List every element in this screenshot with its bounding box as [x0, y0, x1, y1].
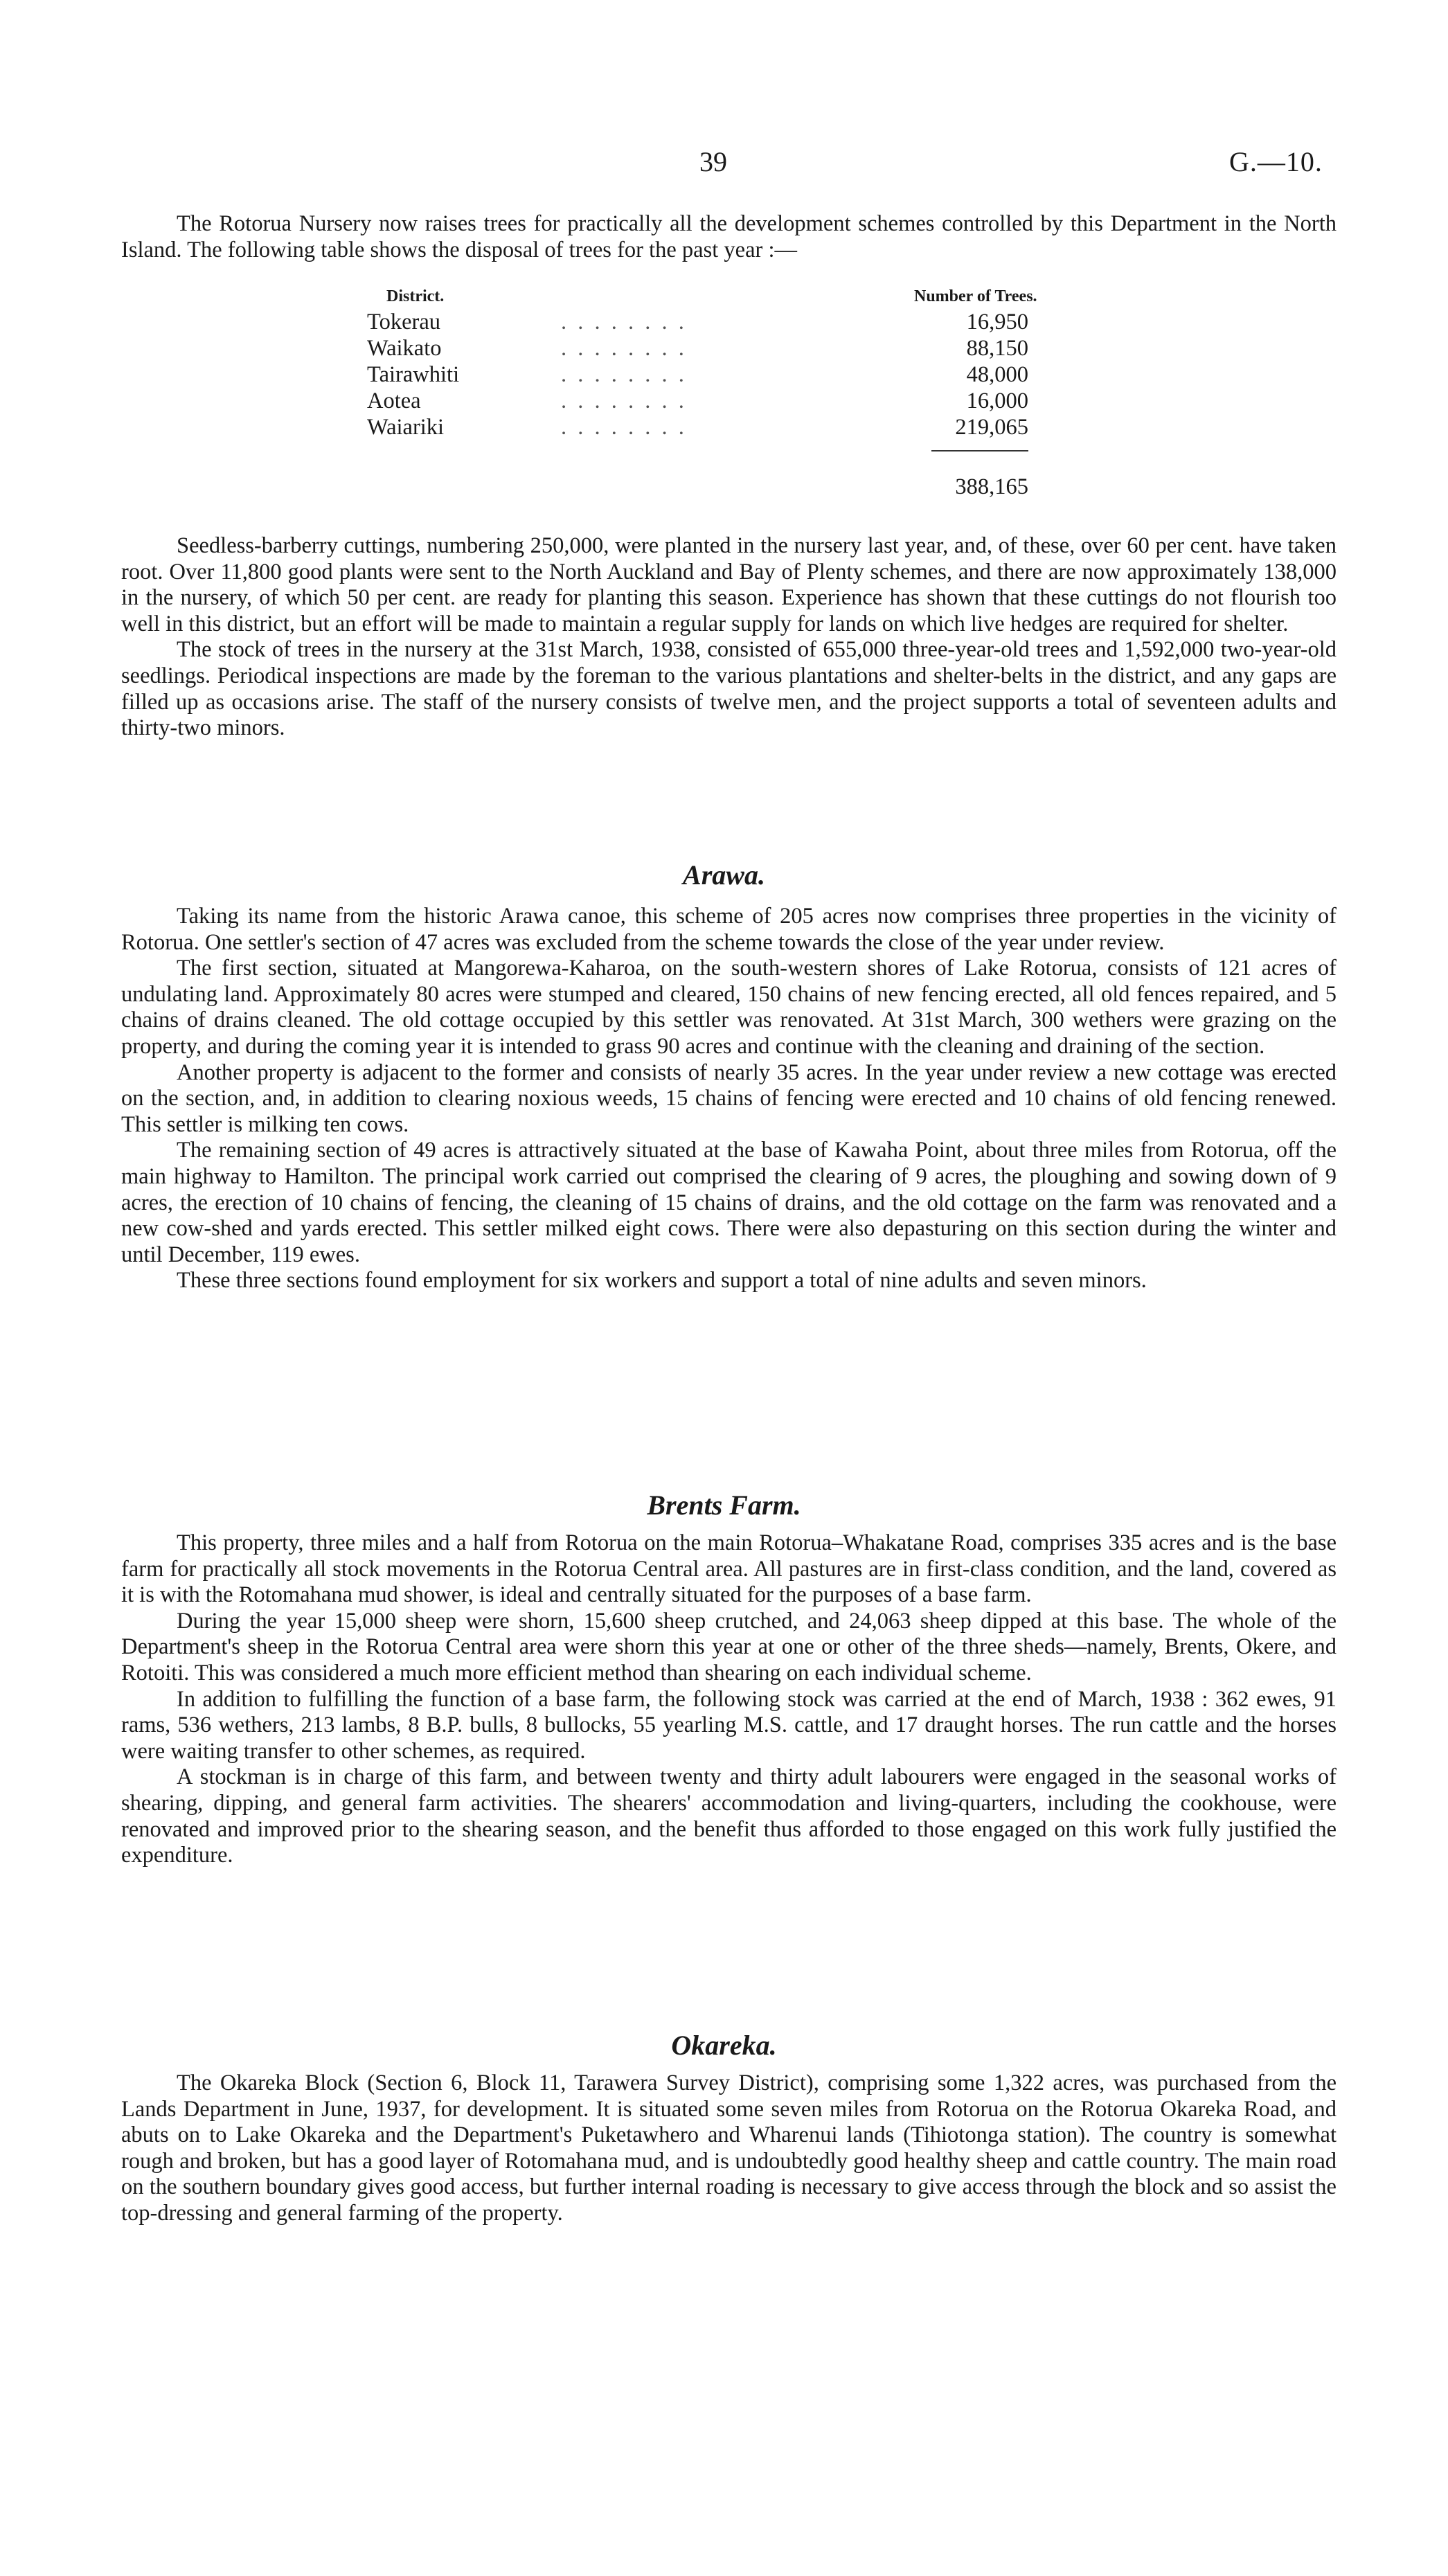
arawa-text-block [121, 904, 1337, 1294]
tree-count: 16,000 [966, 388, 1028, 413]
brents-farm-paragraph: In addition to fulfilling the function of a base farm, the following stock was carried at the end of March, 1938 : 362 ewes, 91 rams, 536 wethers, 213 lambs, 8 B.P. bulls, 8 bullocks, 55 yearling M.S. cattle, and 17 draught horses. The run cattle and the horses were waiting transfer to other schemes, as required. [121, 1686, 1337, 1764]
table-row [367, 388, 1129, 415]
arawa-paragraph: Another property is adjacent to the former and consists of nearly 35 acres. In the year under review a new cottage was erected on the section, and, in addition to clearing noxious weeds, 15 chains of fencing were erected and 10 chains of old fencing renewed. This settler is milking ten cows. [121, 1059, 1337, 1137]
okareka-paragraph: The Okareka Block (Section 6, Block 11, Tarawera Survey District), comprising some 1,322 acres, was purchased from the Lands Department in June, 1937, for development. It is situated some seven miles from Rotorua on the Rotorua Okareka Road, and abuts on to Lake Okareka and the Department's Puketawhero and Wharenui lands (Tihiotonga station). The country is somewhat rough and broken, but has a good layer of Rotomahana mud, and is undoubtedly good healthy sheep and cattle country. The main road on the southern boundary gives good access, but further internal roading is necessary to give access through the block and so assist the top-dressing and general farming of the property. [121, 2070, 1337, 2226]
district-name: Waikato [367, 336, 442, 361]
leader-dots: . . . . . . . . [561, 362, 687, 387]
leader-dots: . . . . . . . . [561, 388, 687, 413]
okareka-text-block [121, 2070, 1337, 2227]
district-name: Aotea [367, 388, 421, 413]
tree-count: 16,950 [966, 310, 1028, 334]
intro-text-block [121, 211, 1337, 263]
arawa-paragraph: Taking its name from the historic Arawa canoe, this scheme of 205 acres now comprises three properties in the vicinity of Rotorua. One settler's section of 47 acres was excluded from the scheme towards the close of the year under review. [121, 904, 1337, 955]
table-row [367, 336, 1129, 362]
nursery-paragraph: Seedless-barberry cuttings, numbering 250,000, were planted in the nursery last year, and, of these, over 60 per cent. have taken root. Over 11,800 good plants were sent to the North Auckland and Bay of Plenty schemes, and there are now approximately 138,000 in the nursery, of which 50 per cent. are ready for planting this season. Experience has shown that these cuttings do not flourish too well in this district, but an effort will be made to maintain a regular supply for lands on which live hedges are required for shelter. [121, 533, 1337, 636]
section-heading-brents-farm: Brents Farm. [647, 1490, 801, 1521]
table-row [367, 362, 1129, 388]
arawa-paragraph: The remaining section of 49 acres is attractively situated at the base of Kawaha Point, about three miles from Rotorua, off the main highway to Hamilton. The principal work carried out comprised the clearing of 9 acres, the ploughing and sowing down of 9 acres, the erection of 10 chains of fencing, the cleaning of 15 chains of drains, and the old cottage on the farm was renovated and a new cow-shed and yards erected. This settler milked eight cows. There were also depasturing on this section during the winter and until December, 119 ewes. [121, 1138, 1337, 1267]
total-rule [931, 450, 1028, 451]
column-header-district: District. [386, 287, 445, 305]
brents-farm-paragraph: This property, three miles and a half from Rotorua on the main Rotorua–Whakatane Road, comprises 335 acres and is the base farm for practically all stock movements in the Rotorua Central area. All pastures are in first-class condition, and the land, covered as it is with the Rotomahana mud shower, is ideal and centrally situated for the purposes of a base farm. [121, 1530, 1337, 1608]
tree-count: 219,065 [955, 415, 1028, 440]
leader-dots: . . . . . . . . [561, 336, 687, 361]
section-heading-arawa: Arawa. [683, 859, 765, 891]
table-row [367, 415, 1129, 441]
brents-farm-paragraph: During the year 15,000 sheep were shorn, 15,600 sheep crutched, and 24,063 sheep dipped at this base. The whole of the Department's sheep in the Rotorua Central area were shorn this year at one or other of the three sheds—namely, Brents, Okere, and Rotoiti. This was considered a much more efficient method than shearing on each individual scheme. [121, 1608, 1337, 1685]
section-heading-okareka: Okareka. [671, 2030, 777, 2061]
district-name: Tairawhiti [367, 362, 460, 387]
brents-farm-text-block [121, 1530, 1337, 1869]
table-row [367, 310, 1129, 336]
arawa-paragraph: The first section, situated at Mangorewa-Kaharoa, on the south-western shores of Lake Rotorua, consists of 121 acres of undulating land. Approximately 80 acres were stumped and cleared, 150 chains of new fencing erected, all old fences repaired, and 5 chains of drains cleaned. The old cottage occupied by this settler was renovated. At 31st March, 300 wethers were grazing on the property, and during the coming year it is intended to grass 90 acres and continue with the cleaning and draining of the section. [121, 956, 1337, 1059]
document-reference: G.—10. [1229, 146, 1323, 177]
tree-count: 88,150 [966, 336, 1028, 361]
intro-paragraph: The Rotorua Nursery now raises trees for practically all the development schemes controlled by this Department in the North Island. The following table shows the disposal of trees for the past year :— [121, 211, 1337, 262]
page-header [0, 145, 1448, 187]
table-total: 388,165 [955, 474, 1028, 499]
leader-dots: . . . . . . . . [561, 310, 687, 334]
tree-count: 48,000 [966, 362, 1028, 387]
nursery-paragraph: The stock of trees in the nursery at the 31st March, 1938, consisted of 655,000 three-year-old trees and 1,592,000 two-year-old seedlings. Periodical inspections are made by the foreman to the various plantations and shelter-belts in the district, and any gaps are filled up as occasions arise. The staff of the nursery consists of twelve men, and the project supports a total of seventeen adults and thirty-two minors. [121, 637, 1337, 741]
district-name: Waiariki [367, 415, 445, 440]
column-header-number-of-trees: Number of Trees. [914, 287, 1037, 305]
nursery-text-block [121, 533, 1337, 742]
page-number: 39 [699, 146, 727, 177]
district-name: Tokerau [367, 310, 441, 334]
arawa-paragraph: These three sections found employment for six workers and support a total of nine adults and seven minors. [177, 1268, 1147, 1294]
brents-farm-paragraph: A stockman is in charge of this farm, and between twenty and thirty adult labourers were engaged in the seasonal works of shearing, dipping, and general farm activities. The shearers' accommodation and living-quarters, including the cookhouse, were renovated and improved prior to the shearing season, and the benefit thus afforded to those engaged on this work fully justified the expenditure. [121, 1764, 1337, 1868]
leader-dots: . . . . . . . . [561, 415, 687, 440]
